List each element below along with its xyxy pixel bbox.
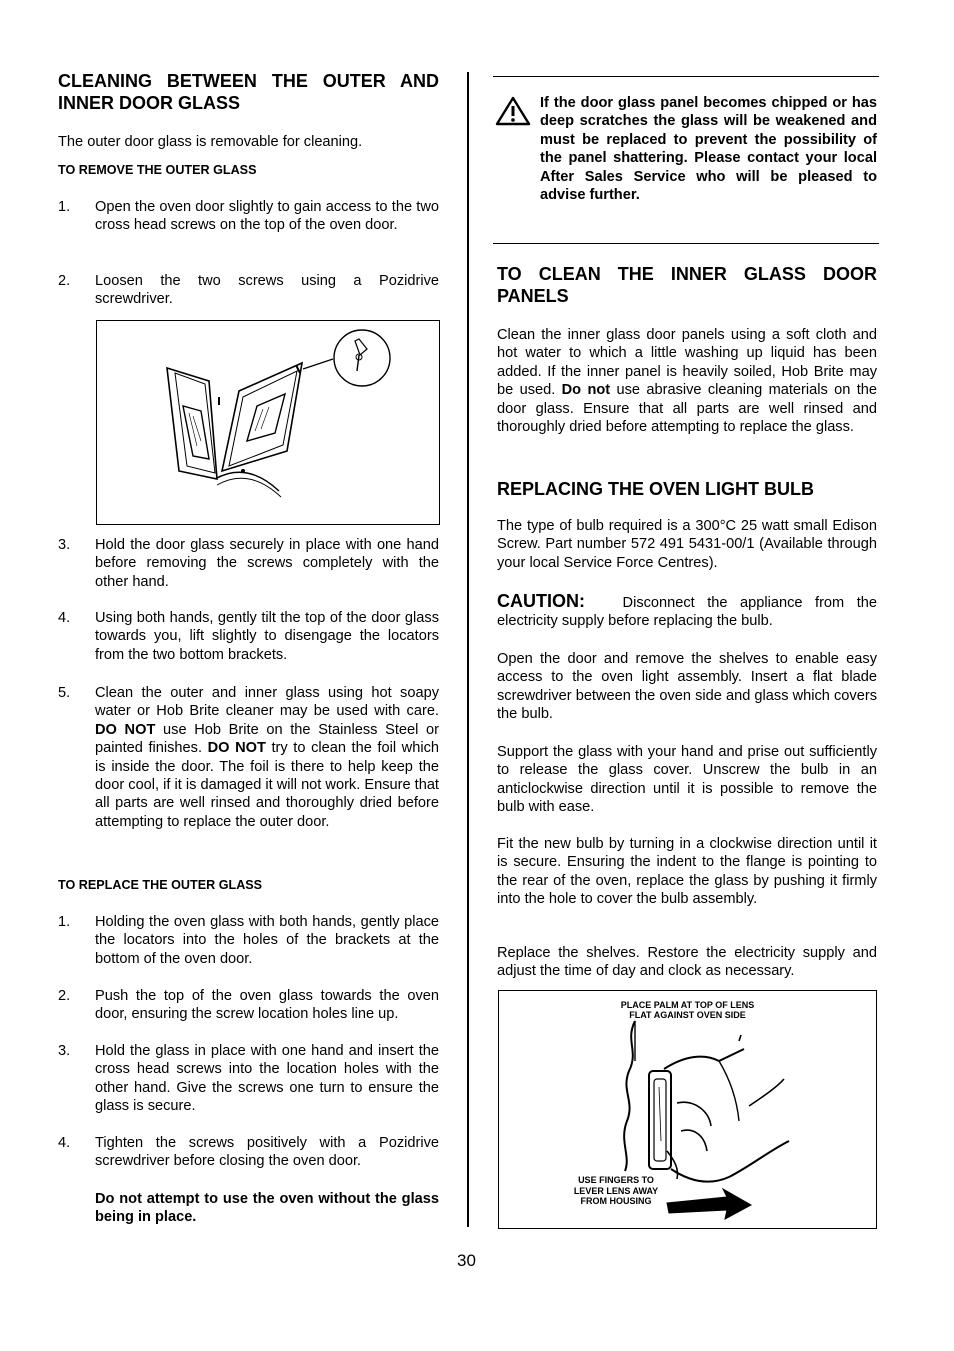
replace-step-3: 3. Hold the glass in place with one hand and insert the cross head screws into the location holes with the other hand. Give the screws one turn to ensure the glass is secure. <box>58 1043 439 1115</box>
replace-heading: TO REPLACE THE OUTER GLASS <box>58 878 263 892</box>
bulb-heading: REPLACING THE OVEN LIGHT BULB <box>497 479 815 499</box>
caution-label: CAUTION: <box>497 591 585 611</box>
remove-step-4: 4. Using both hands, gently tilt the top of the door glass towards you, lift slightly to disengage the locators from the two bottom brackets. <box>58 610 439 663</box>
glass-warning-text: If the door glass panel becomes chipped or has deep scratches the glass will be weakened and must be replaced to prevent the possibility of the panel shattering. Please contact your local After Sales Service who will be pleased to advise further. <box>540 95 877 204</box>
bulb-para-4: Replace the shelves. Restore the electricity supply and adjust the time of day and clock as necessary. <box>497 945 877 980</box>
door-glass-illustration <box>97 321 439 524</box>
warning-triangle-icon <box>495 96 531 126</box>
bulb-para-3: Fit the new bulb by turning in a clockwise direction until it is secure. Ensuring the indent to the flange is pointing to the rear of the oven, replace the glass by pushing it firmly into the hole to cover the bulb assembly. <box>497 836 877 908</box>
remove-heading: TO REMOVE THE OUTER GLASS <box>58 163 257 177</box>
warning-bottom-rule <box>493 243 879 244</box>
inner-glass-heading: TO CLEAN THE INNER GLASS DOOR PANELS <box>497 264 877 306</box>
replace-step-2: 2. Push the top of the oven glass towards the oven door, ensuring the screw location holes line up. <box>58 988 439 1023</box>
remove-step-2: 2. Loosen the two screws using a Pozidrive screwdriver. <box>58 273 439 308</box>
column-divider <box>467 72 469 1227</box>
inner-glass-text: Clean the inner glass door panels using a soft cloth and hot water to which a little washing up liquid has been added. If the inner panel is heavily soiled, Hob Brite may be used. Do not use abrasive cleaning materials on the door glass. Ensure that all parts are well rinsed and thoroughly dried before attempting to replace the glass. <box>497 327 878 436</box>
door-glass-figure <box>96 320 440 525</box>
replace-step-1: 1. Holding the oven glass with both hands, gently place the locators into the holes of the brackets at the bottom of the oven door. <box>58 914 439 967</box>
remove-step-1: 1. Open the oven door slightly to gain access to the two cross head screws on the top of the oven door. <box>58 199 439 234</box>
cleaning-heading: CLEANING BETWEEN THE OUTER AND INNER DOOR GLASS <box>58 71 439 113</box>
bulb-para-1: Open the door and remove the shelves to enable easy access to the oven light assembly. Insert a flat blade screwdriver between the oven side and glass which covers the bulb. <box>497 651 877 723</box>
bulb-para-2: Support the glass with your hand and prise out sufficiently to release the glass cover. Unscrew the bulb in an anticlockwise direction until it is possible to remove the bulb with ease. <box>497 744 877 816</box>
hand-lens-illustration <box>499 991 876 1228</box>
page-number: 30 <box>457 1251 476 1270</box>
bulb-intro: The type of bulb required is a 300°C 25 watt small Edison Screw. Part number 572 491 5431-00/1 (Available through your local Service Force Centres). <box>497 518 877 571</box>
figure-top-label: PLACE PALM AT TOP OF LENS FLAT AGAINST OVEN SIDE <box>620 1000 755 1020</box>
figure-bottom-label: USE FINGERS TO LEVER LENS AWAY FROM HOUSING <box>573 1175 659 1206</box>
warning-top-rule <box>493 76 879 77</box>
remove-step-5-text: Clean the outer and inner glass using hot soapy water or Hob Brite cleaner may be used with care. DO NOT use Hob Brite on the Stainless Steel or painted finishes. DO NOT try to clean the foil which is inside the door. The foil is there to help keep the door cool, if it is damaged it will not work. Ensure that all parts are well rinsed and thoroughly dried before attempting to replace the outer door. <box>95 685 439 830</box>
intro-text: The outer door glass is removable for cleaning. <box>58 134 363 150</box>
light-lens-figure <box>498 990 877 1229</box>
remove-step-5: 5. Clean the outer and inner glass using hot soapy water or Hob Brite cleaner may be used with care. DO NOT use Hob Brite on the Stainless Steel or painted finishes. DO NOT try to clean the foil which is inside the door. The foil is there to help keep the door cool, if it is damaged it will not work. Ensure that all parts are well rinsed and thoroughly dried before attempting to replace the outer door. <box>58 685 439 830</box>
remove-step-3: 3. Hold the door glass securely in place with one hand before removing the screws completely with the other hand. <box>58 537 439 590</box>
caution-paragraph: CAUTION: Disconnect the appliance from the electricity supply before replacing the bulb. <box>497 591 877 630</box>
final-warning: Do not attempt to use the oven without the glass being in place. <box>95 1191 439 1226</box>
replace-step-4: 4. Tighten the screws positively with a Pozidrive screwdriver before closing the oven door. <box>58 1135 439 1170</box>
